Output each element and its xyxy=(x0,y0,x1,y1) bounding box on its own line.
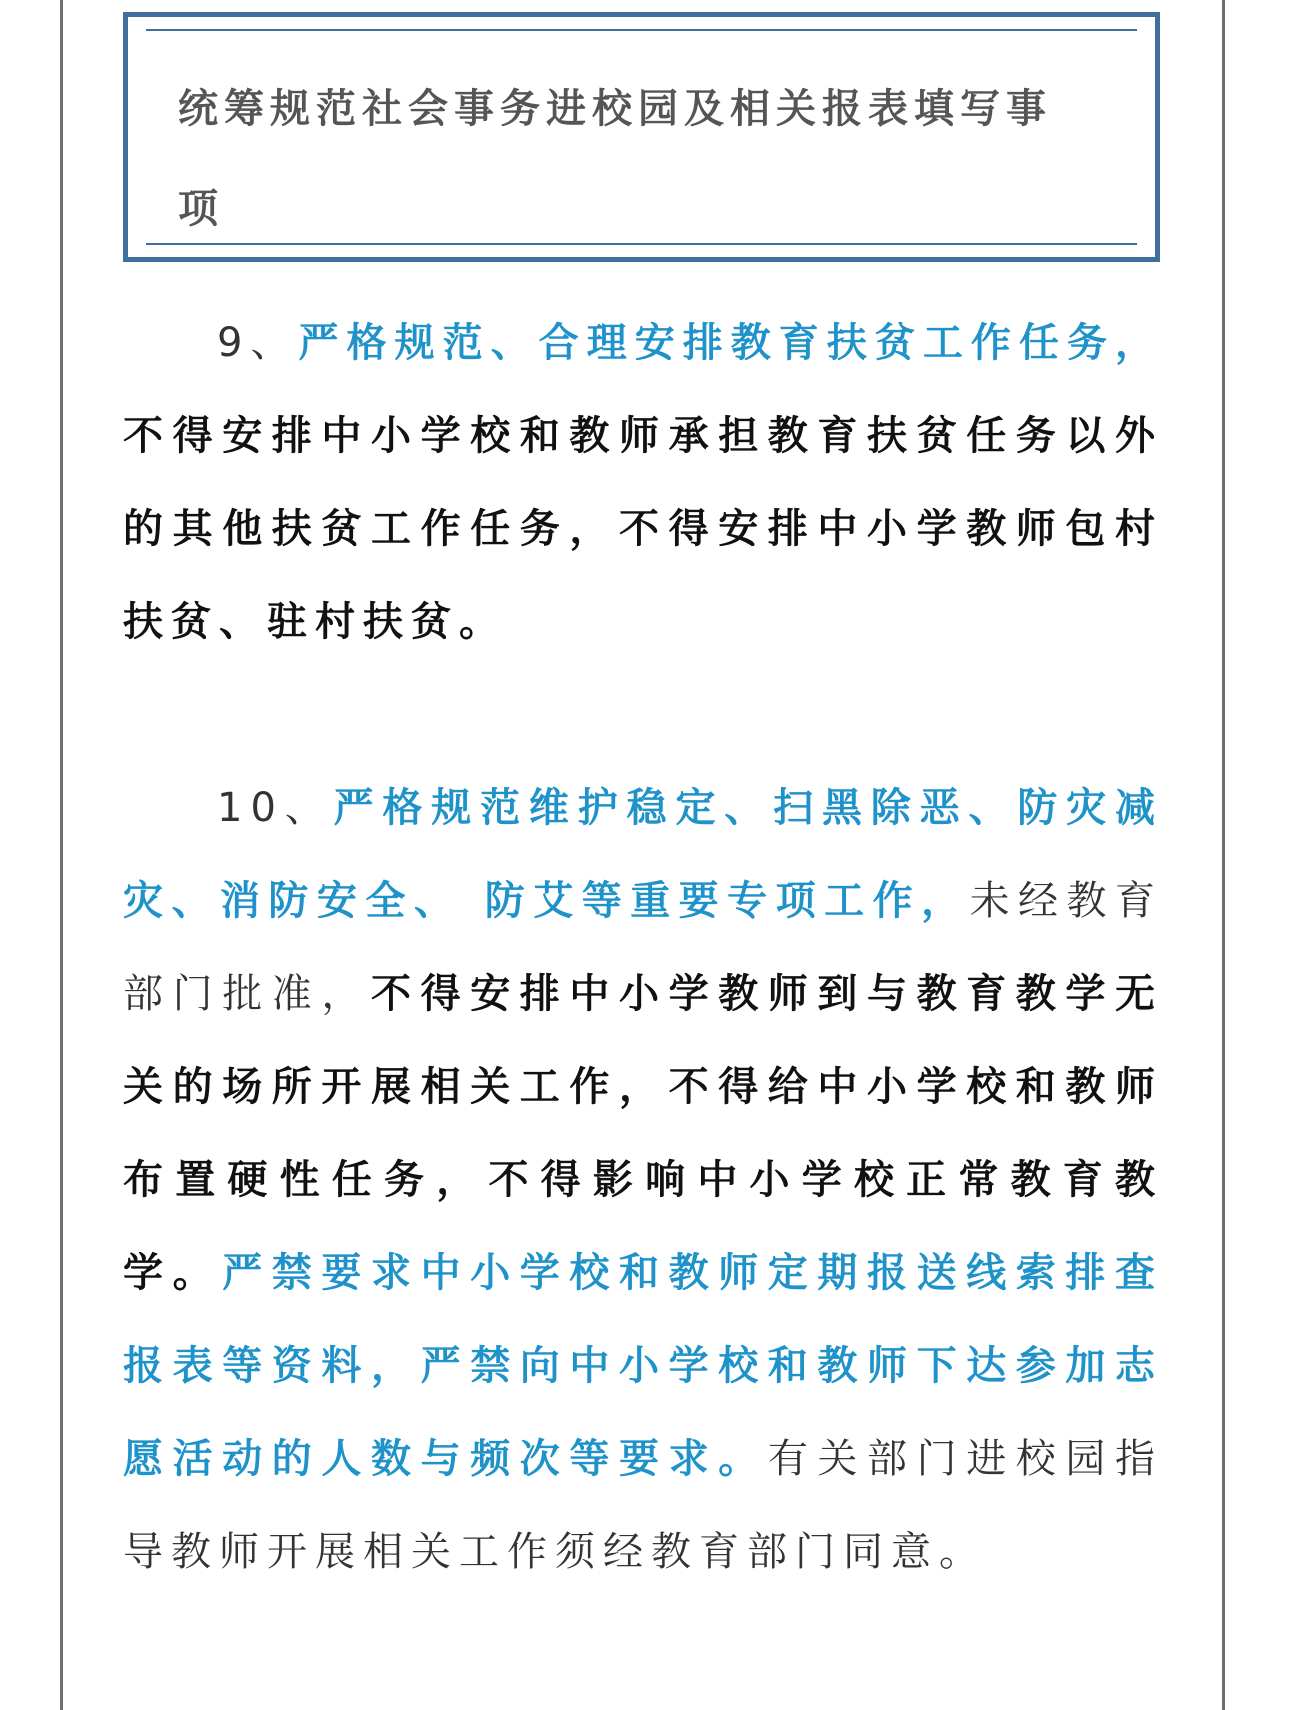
highlight-text: 严格规范、合理安排教育扶贫工作任务， xyxy=(298,320,1164,366)
item-number: 9、 xyxy=(217,320,299,366)
heading-rule-bottom xyxy=(146,243,1137,245)
highlight-text: 严禁要求中小学校和教师定期报送线索排查报表等资料，严禁向中小学校和教师下达参加志愿活动的人数与频次等要求。 xyxy=(123,1250,1164,1482)
page-frame-left xyxy=(60,0,63,1710)
body-text: 不得安排中小学教师到与教育教学无关的场所开展相关工作，不得给中小学校和教师布置硬性任务，不得影响中小学校正常教育教学。 xyxy=(123,971,1163,1296)
section-heading: 统筹规范社会事务进校园及相关报表填写事项 xyxy=(178,86,1052,232)
item-number: 10、 xyxy=(217,785,334,831)
body-text: 不得安排中小学校和教师承担教育扶贫任务以外的其他扶贫工作任务， xyxy=(123,413,1163,552)
highlight-text: 严格规范维护稳定、扫黑除恶、防灾减灾、消防安全、 防艾等重要专项工作， xyxy=(123,785,1163,924)
body-text: 不得安排中小学教师包村扶贫、驻村扶贫。 xyxy=(123,506,1163,645)
heading-rule-top xyxy=(146,29,1137,31)
plain-text: 有关部门进校园指导教师开展相关工作须经教育部门同意。 xyxy=(123,1436,1164,1575)
paragraph-item-9 xyxy=(123,297,1163,669)
section-heading-box xyxy=(123,12,1160,262)
paragraph-item-10 xyxy=(123,762,1163,1599)
page-frame-right xyxy=(1222,0,1225,1710)
plain-text: 未经教育部门批准， xyxy=(123,878,1164,1017)
